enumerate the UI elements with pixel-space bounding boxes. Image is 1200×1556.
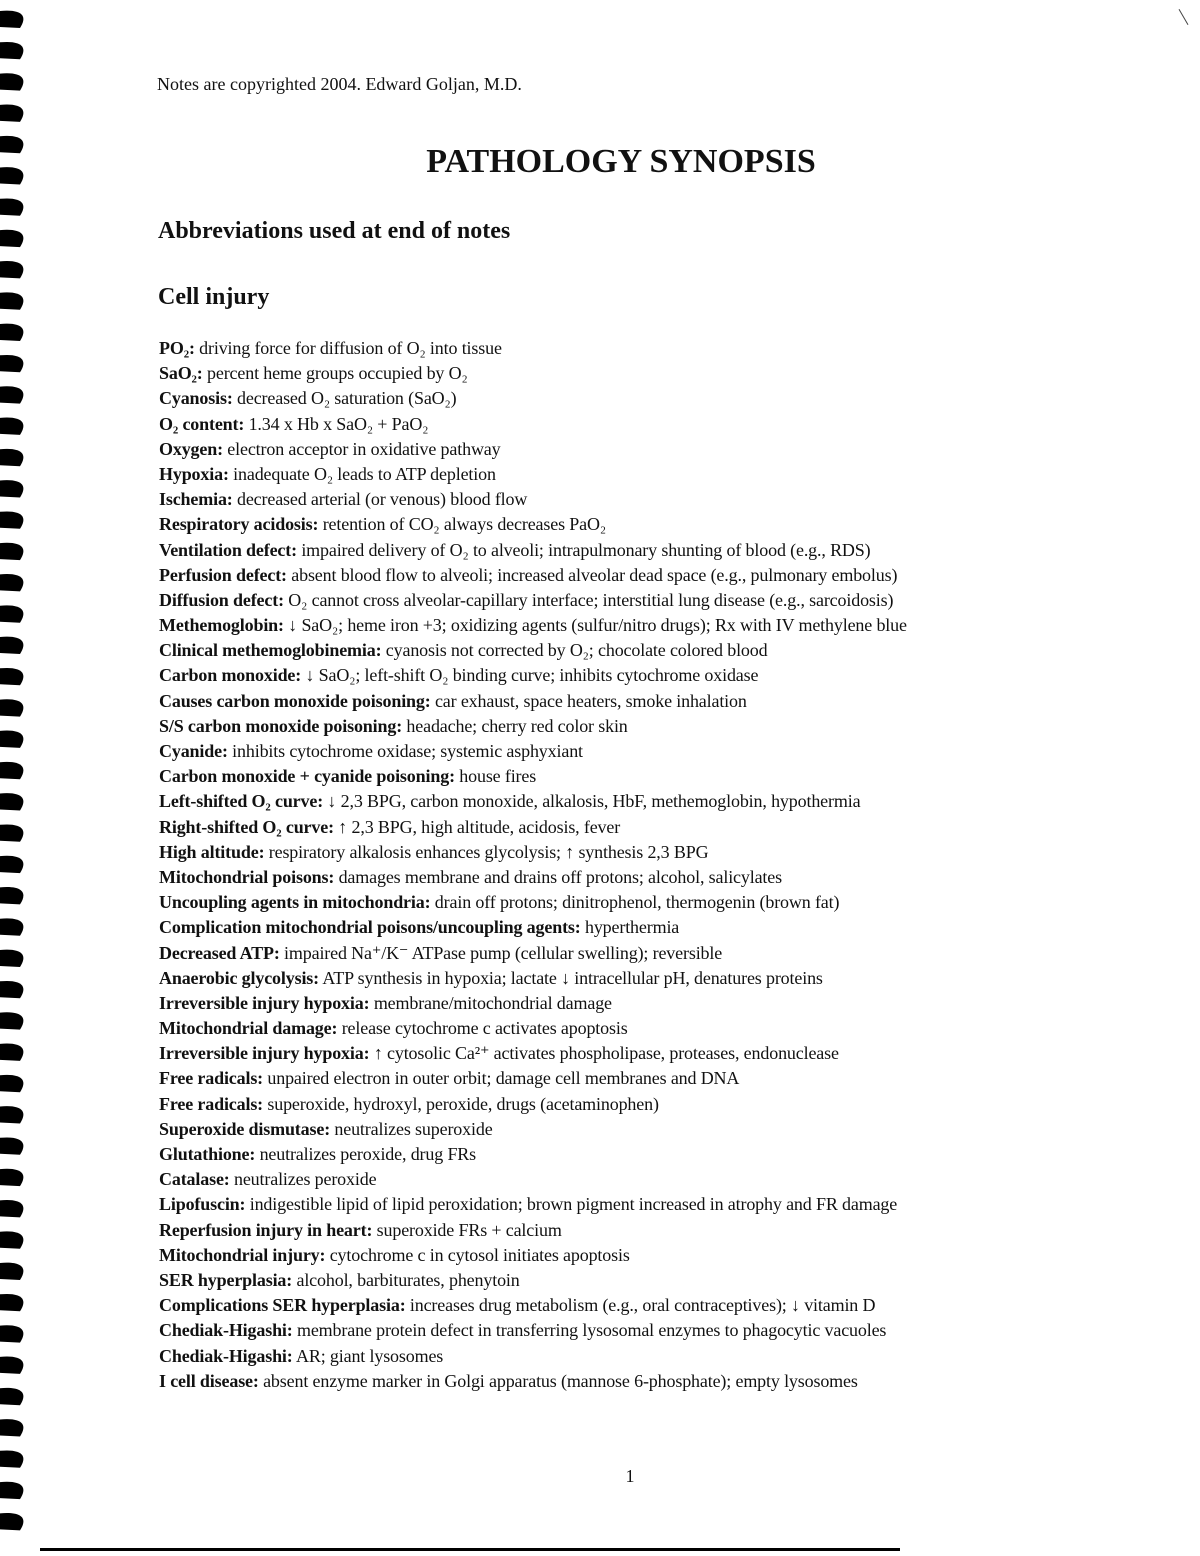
entry-term: Decreased ATP: xyxy=(159,942,280,963)
binding-coil xyxy=(0,731,23,748)
binding-coil xyxy=(0,950,23,967)
entry-term: Mitochondrial poisons: xyxy=(159,866,335,887)
definition-entry xyxy=(159,412,907,437)
definition-entry xyxy=(159,739,907,764)
entry-definition: superoxide FRs + calcium xyxy=(372,1219,562,1240)
section-heading-cell-injury: Cell injury xyxy=(158,284,270,310)
entry-definition: absent enzyme marker in Golgi apparatus (mannose 6-phosphate); empty lysosomes xyxy=(258,1370,858,1391)
entry-term: SaO₂: xyxy=(159,363,203,384)
binding-coil xyxy=(0,1294,23,1311)
entry-term: Carbon monoxide + cyanide poisoning: xyxy=(159,766,455,787)
entry-term: Glutathione: xyxy=(159,1144,256,1164)
entry-definition: unpaired electron in outer orbit; damage cell membranes and DNA xyxy=(263,1068,740,1089)
entry-definition: respiratory alkalosis enhances glycolysis; ↑ synthesis 2,3 BPG xyxy=(264,841,709,862)
binding-coil xyxy=(0,1169,23,1186)
definition-entry xyxy=(159,689,907,714)
entry-term: Clinical methemoglobinemia: xyxy=(159,640,382,661)
binding-coil xyxy=(0,11,23,28)
definition-entry xyxy=(159,487,907,512)
entry-definition: inadequate O₂ leads to ATP depletion xyxy=(228,463,496,484)
definition-entry xyxy=(159,588,907,613)
entry-term: Diffusion defect: xyxy=(159,589,284,610)
entry-definition: inhibits cytochrome oxidase; systemic asphyxiant xyxy=(227,741,583,761)
definition-entry xyxy=(159,1167,907,1192)
definition-entry xyxy=(159,1369,907,1394)
entry-term: Oxygen: xyxy=(159,438,223,459)
binding-coil xyxy=(0,449,23,466)
definition-entry xyxy=(159,1142,907,1167)
entry-definition: decreased arterial (or venous) blood flow xyxy=(232,489,528,510)
binding-coil xyxy=(0,230,23,247)
page-title: PATHOLOGY SYNOPSIS xyxy=(426,143,816,180)
entry-definition: ↓ SaO₂; left-shift O₂ binding curve; inhibits cytochrome oxidase xyxy=(301,665,759,686)
definition-entry xyxy=(159,361,907,386)
binding-coil xyxy=(0,1357,23,1374)
entry-term: Mitochondrial injury: xyxy=(159,1244,326,1265)
definition-entry xyxy=(159,1268,907,1293)
binding-coil xyxy=(0,543,23,560)
definition-entry xyxy=(159,437,907,462)
definition-entry xyxy=(159,563,907,588)
binding-coil xyxy=(0,324,23,341)
definition-entry xyxy=(159,941,907,966)
binding-coil xyxy=(0,824,23,841)
definition-entry xyxy=(159,915,907,940)
entry-term: Right-shifted O₂ curve: xyxy=(159,816,334,837)
binding-coil xyxy=(0,1388,23,1405)
entry-term: S/S carbon monoxide poisoning: xyxy=(159,715,403,736)
definition-entry xyxy=(159,512,907,537)
definition-entry xyxy=(159,1192,907,1217)
section-heading-abbreviations: Abbreviations used at end of notes xyxy=(158,218,511,244)
entry-definition: alcohol, barbiturates, phenytoin xyxy=(292,1269,520,1290)
entry-definition: house fires xyxy=(454,766,537,787)
entry-definition: cytochrome c in cytosol initiates apoptosis xyxy=(325,1244,630,1265)
binding-coils-graphic xyxy=(0,0,44,1556)
definition-entry xyxy=(159,336,907,361)
entry-term: Causes carbon monoxide poisoning: xyxy=(159,690,431,711)
binding-coil xyxy=(0,1200,23,1217)
entry-definition: ↑ cytosolic Ca²⁺ activates phospholipase, proteases, endonuclease xyxy=(369,1043,839,1064)
entry-term: Free radicals: xyxy=(159,1068,264,1089)
entry-definition: ↓ SaO₂; heme iron +3; oxidizing agents (sulfur/nitro drugs); Rx with IV methylene blue xyxy=(283,615,907,636)
entry-term: Chediak-Higashi: xyxy=(159,1320,293,1341)
entry-term: Complication mitochondrial poisons/uncoupling agents: xyxy=(159,917,581,938)
definition-entry xyxy=(159,386,907,411)
binding-coil xyxy=(0,1513,23,1530)
binding-coil xyxy=(0,1012,23,1029)
definition-entry xyxy=(159,789,907,814)
entry-term: Methemoglobin: xyxy=(159,615,284,636)
scan-mark xyxy=(1179,9,1189,25)
binding-coil xyxy=(0,1482,23,1499)
binding-coil xyxy=(0,1044,23,1061)
entry-term: Irreversible injury hypoxia: xyxy=(159,1043,370,1064)
entry-term: Catalase: xyxy=(159,1169,230,1190)
entry-definition: absent blood flow to alveoli; increased alveolar dead space (e.g., pulmonary embolus) xyxy=(286,564,898,585)
definition-entry xyxy=(159,1218,907,1243)
page-bottom-edge xyxy=(40,1548,900,1551)
entry-definition: percent heme groups occupied by O₂ xyxy=(202,363,468,384)
definition-entry xyxy=(159,966,907,991)
binding-coil xyxy=(0,1450,23,1467)
entry-definition: O₂ cannot cross alveolar-capillary interface; interstitial lung disease (e.g., sarcoidosis) xyxy=(283,589,894,610)
entry-term: Ischemia: xyxy=(159,489,233,510)
entry-definition: decreased O₂ saturation (SaO₂) xyxy=(232,388,457,409)
binding-coil xyxy=(0,981,23,998)
entry-term: Superoxide dismutase: xyxy=(159,1118,331,1139)
entry-term: Lipofuscin: xyxy=(159,1194,246,1215)
binding-coil xyxy=(0,637,23,654)
entry-definition: increases drug metabolism (e.g., oral contraceptives); ↓ vitamin D xyxy=(405,1295,876,1316)
definition-entry xyxy=(159,1344,907,1369)
entry-definition: membrane/mitochondrial damage xyxy=(369,992,612,1013)
binding-coil xyxy=(0,668,23,685)
binding-coil xyxy=(0,1419,23,1436)
entry-term: Cyanosis: xyxy=(159,388,233,409)
binding-coil xyxy=(0,574,23,591)
entry-definition: drain off protons; dinitrophenol, thermogenin (brown fat) xyxy=(430,892,840,913)
entry-term: Chediak-Higashi: xyxy=(159,1345,293,1366)
copyright-notice: Notes are copyrighted 2004. Edward Goljan, M.D. xyxy=(157,74,522,94)
definition-entry xyxy=(159,1318,907,1343)
entry-definition: neutralizes superoxide xyxy=(330,1118,493,1139)
binding-coil xyxy=(0,1137,23,1154)
entry-definition: AR; giant lysosomes xyxy=(292,1345,444,1366)
binding-coil xyxy=(0,198,23,215)
entry-term: Ventilation defect: xyxy=(159,539,297,560)
entry-definition: superoxide, hydroxyl, peroxide, drugs (acetaminophen) xyxy=(263,1093,659,1114)
binding-coil xyxy=(0,1325,23,1342)
binding-coil xyxy=(0,42,23,59)
binding-coil xyxy=(0,73,23,90)
definition-entry xyxy=(159,462,907,487)
binding-coil xyxy=(0,918,23,935)
entry-term: High altitude: xyxy=(159,841,265,862)
entry-term: Hypoxia: xyxy=(159,463,229,484)
binding-coil xyxy=(0,511,23,528)
definition-entry xyxy=(159,613,907,638)
entry-term: Cyanide: xyxy=(159,741,228,761)
binding-coil xyxy=(0,418,23,435)
definition-entry xyxy=(159,764,907,789)
definition-entry xyxy=(159,865,907,890)
entry-term: Perfusion defect: xyxy=(159,564,287,585)
definition-entry xyxy=(159,663,907,688)
definition-entry xyxy=(159,890,907,915)
binding-coil xyxy=(0,1075,23,1092)
binding-coil xyxy=(0,1106,23,1123)
definition-entry xyxy=(159,1243,907,1268)
entry-term: Uncoupling agents in mitochondria: xyxy=(159,892,431,913)
entry-definition: car exhaust, space heaters, smoke inhalation xyxy=(430,690,747,711)
entry-definition: hyperthermia xyxy=(580,917,680,938)
entry-definition: driving force for diffusion of O₂ into tissue xyxy=(194,338,502,358)
binding-coil xyxy=(0,793,23,810)
binding-coil xyxy=(0,386,23,403)
binding-coil xyxy=(0,856,23,873)
entry-definition: ↓ 2,3 BPG, carbon monoxide, alkalosis, HbF, methemoglobin, hypothermia xyxy=(323,791,861,812)
definition-entry xyxy=(159,991,907,1016)
entry-definition: ↑ 2,3 BPG, high altitude, acidosis, fever xyxy=(333,816,621,837)
entry-definition: headache; cherry red color skin xyxy=(402,715,628,736)
definition-entry xyxy=(159,638,907,663)
binding-coil xyxy=(0,105,23,122)
entry-definition: neutralizes peroxide xyxy=(229,1169,377,1190)
entry-term: I cell disease: xyxy=(159,1370,259,1391)
binding-coil xyxy=(0,480,23,497)
entry-term: Complications SER hyperplasia: xyxy=(159,1295,406,1316)
entry-term: Carbon monoxide: xyxy=(159,665,302,686)
entry-term: Irreversible injury hypoxia: xyxy=(159,992,370,1013)
page-number: 1 xyxy=(625,1466,635,1486)
binding-coil xyxy=(0,261,23,278)
entry-definition: impaired delivery of O₂ to alveoli; intrapulmonary shunting of blood (e.g., RDS) xyxy=(296,539,871,560)
entry-definition: damages membrane and drains off protons; alcohol, salicylates xyxy=(334,866,782,887)
binding-coil xyxy=(0,887,23,904)
binding-coil xyxy=(0,1263,23,1280)
entry-term: Left-shifted O₂ curve: xyxy=(159,791,324,812)
entry-definition: ATP synthesis in hypoxia; lactate ↓ intracellular pH, denatures proteins xyxy=(319,967,823,988)
binding-coil xyxy=(0,699,23,716)
binding-coil xyxy=(0,355,23,372)
entry-definition: impaired Na⁺/K⁻ ATPase pump (cellular swelling); reversible xyxy=(279,942,723,963)
entry-definition: cyanosis not corrected by O₂; chocolate colored blood xyxy=(381,640,768,661)
entry-definition: 1.34 x Hb x SaO₂ + PaO₂ xyxy=(244,413,429,434)
binding-coil xyxy=(0,1231,23,1248)
entry-definition: membrane protein defect in transferring lysosomal enzymes to phagocytic vacuoles xyxy=(292,1320,887,1341)
definition-entry xyxy=(159,1117,907,1142)
spiral-binding xyxy=(0,0,44,1556)
entry-term: O₂ content: xyxy=(159,413,245,434)
entry-term: SER hyperplasia: xyxy=(159,1269,293,1290)
entry-definition: electron acceptor in oxidative pathway xyxy=(222,438,501,459)
definition-entry xyxy=(159,714,907,739)
entry-term: Free radicals: xyxy=(159,1093,264,1114)
definition-entry xyxy=(159,840,907,865)
definition-entry xyxy=(159,815,907,840)
binding-coil xyxy=(0,762,23,779)
entry-definition: retention of CO₂ always decreases PaO₂ xyxy=(318,514,606,535)
entry-definition: release cytochrome c activates apoptosis xyxy=(337,1018,628,1039)
entry-definition: neutralizes peroxide, drug FRs xyxy=(255,1144,477,1164)
definition-entry xyxy=(159,538,907,563)
definition-list xyxy=(159,336,907,1394)
entry-term: Mitochondrial damage: xyxy=(159,1018,338,1039)
entry-definition: indigestible lipid of lipid peroxidation; brown pigment increased in atrophy and FR damage xyxy=(245,1194,898,1215)
definition-entry xyxy=(159,1092,907,1117)
definition-entry xyxy=(159,1293,907,1318)
entry-term: Respiratory acidosis: xyxy=(159,514,319,535)
binding-coil xyxy=(0,292,23,309)
entry-term: PO₂: xyxy=(159,338,195,358)
definition-entry xyxy=(159,1041,907,1066)
binding-coil xyxy=(0,605,23,622)
entry-term: Reperfusion injury in heart: xyxy=(159,1219,373,1240)
entry-term: Anaerobic glycolysis: xyxy=(159,967,320,988)
definition-entry xyxy=(159,1066,907,1091)
definition-entry xyxy=(159,1016,907,1041)
